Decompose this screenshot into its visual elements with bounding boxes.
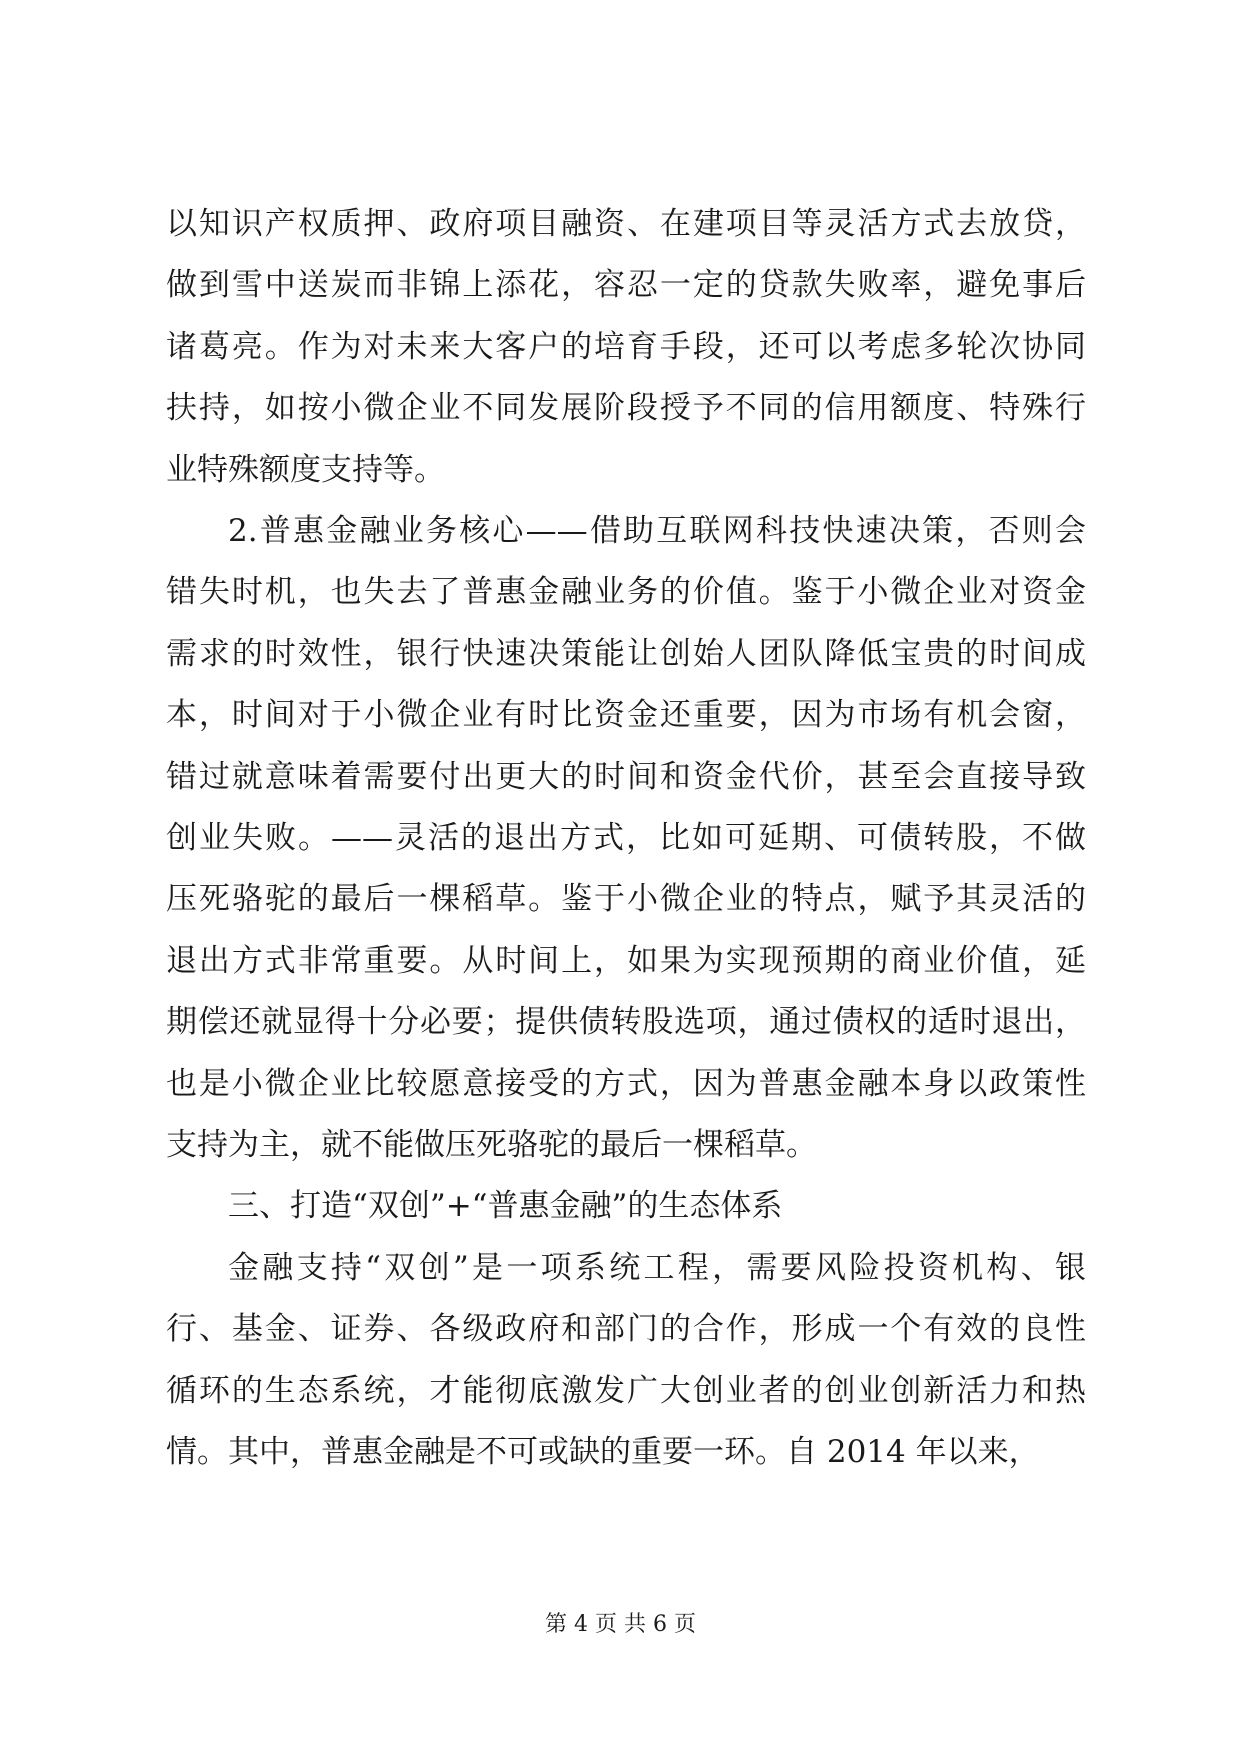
text-line: 也是小微企业比较愿意接受的方式，因为普惠金融本身以政策性 (166, 1066, 1086, 1102)
page-footer: 第 4 页 共 6 页 (545, 1612, 696, 1637)
text-line: 循环的生态系统，才能彻底激发广大创业者的创业创新活力和热 (166, 1373, 1086, 1409)
text-line: 做到雪中送炭而非锦上添花，容忍一定的贷款失败率，避免事后 (166, 267, 1086, 303)
text-line: 业特殊额度支持等。 (166, 452, 445, 488)
text-line: 金融支持“双创”是一项系统工程，需要风险投资机构、银 (228, 1250, 1086, 1286)
text-line: 以知识产权质押、政府项目融资、在建项目等灵活方式去放贷， (166, 206, 1086, 242)
text-line: 行、基金、证券、各级政府和部门的合作，形成一个有效的良性 (166, 1311, 1086, 1347)
text-line: 本，时间对于小微企业有时比资金还重要，因为市场有机会窗， (166, 697, 1086, 733)
text-line: 期偿还就显得十分必要；提供债转股选项，通过债权的适时退出， (166, 1004, 1086, 1040)
text-line: 需求的时效性，银行快速决策能让创始人团队降低宝贵的时间成 (166, 636, 1086, 672)
text-line: 创业失败。——灵活的退出方式，比如可延期、可债转股，不做 (166, 820, 1086, 856)
text-line: 情。其中，普惠金融是不可或缺的重要一环。自 2014 年以来， (166, 1434, 1040, 1470)
text-line: 三、打造“双创”+“普惠金融”的生态体系 (228, 1188, 783, 1224)
text-line: 压死骆驼的最后一棵稻草。鉴于小微企业的特点，赋予其灵活的 (166, 881, 1086, 917)
text-line: 退出方式非常重要。从时间上，如果为实现预期的商业价值，延 (166, 943, 1086, 979)
text-line: 错失时机，也失去了普惠金融业务的价值。鉴于小微企业对资金 (166, 574, 1086, 610)
text-line: 扶持，如按小微企业不同发展阶段授予不同的信用额度、特殊行 (166, 390, 1086, 426)
text-line: 诸葛亮。作为对未来大客户的培育手段，还可以考虑多轮次协同 (166, 329, 1086, 365)
text-line: 错过就意味着需要付出更大的时间和资金代价，甚至会直接导致 (166, 759, 1086, 795)
text-line: 支持为主，就不能做压死骆驼的最后一棵稻草。 (166, 1127, 817, 1163)
text-line: 2.普惠金融业务核心——借助互联网科技快速决策，否则会 (228, 513, 1086, 549)
